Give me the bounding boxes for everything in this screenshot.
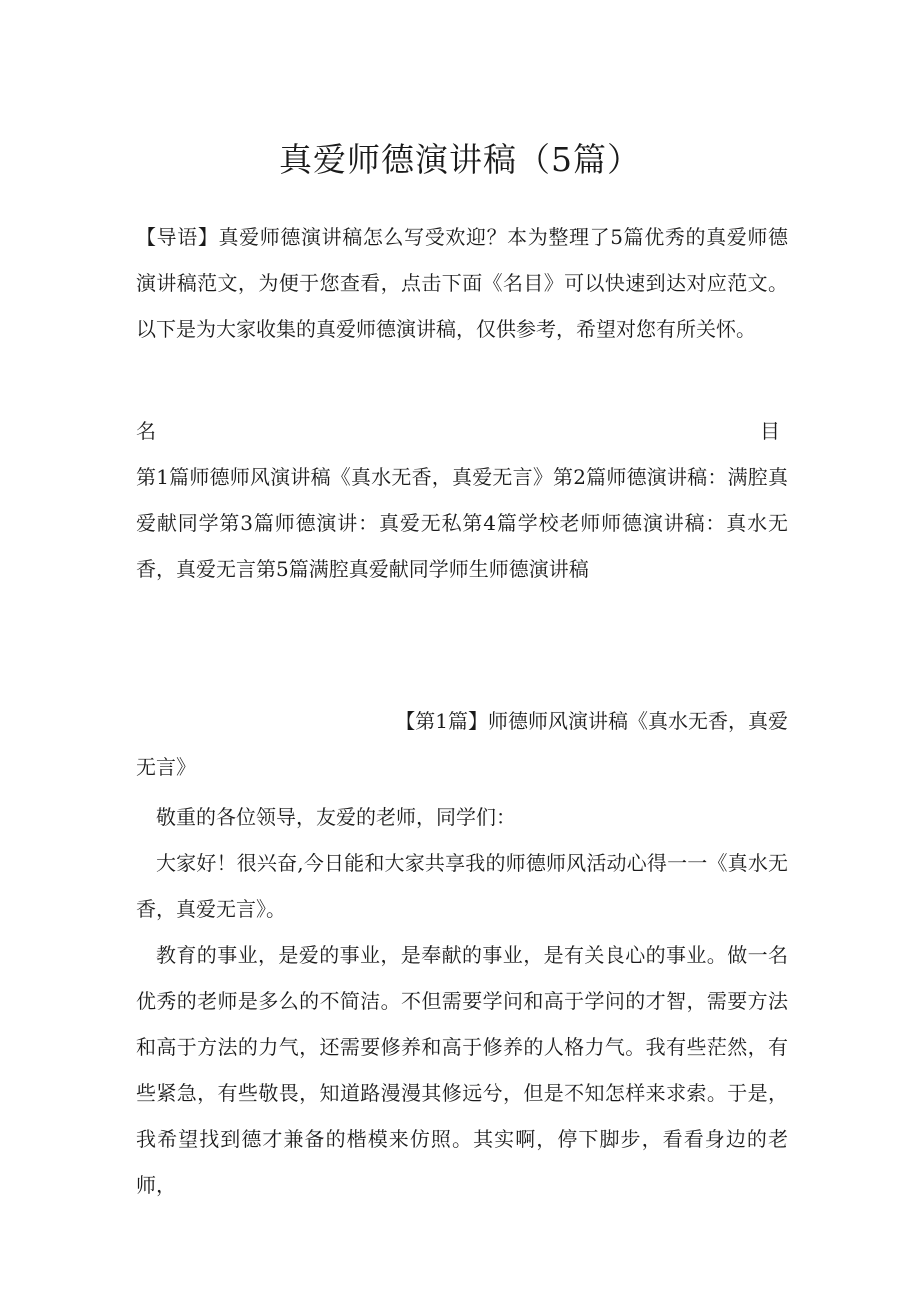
section-title xyxy=(136,698,788,790)
section-title-line1: 【第1篇】师德师风演讲稿《真水无香，真爱 xyxy=(395,709,788,733)
table-of-contents[interactable]: 第1篇师德师风演讲稿《真水无香，真爱无言》第2篇师德演讲稿：满腔真爱献同学第3篇师德演讲：真爱无私第4篇学校老师师德演讲稿：真水无香，真爱无言第5篇满腔真爱献同学师生师德演讲稿 xyxy=(136,465,788,581)
intro-paragraph: 【导语】真爱师德演讲稿怎么写受欢迎？本为整理了5篇优秀的真爱师德演讲稿范文，为便于您查看，点击下面《名目》可以快速到达对应范文。以下是为大家收集的真爱师德演讲稿，仅供参考，希望对您有所关怀。 xyxy=(136,225,788,341)
document-title: 真爱师德演讲稿（5篇） xyxy=(279,140,641,179)
section-body xyxy=(136,794,788,1208)
toc-heading xyxy=(136,408,780,454)
section-title-line2: 无言》 xyxy=(136,755,196,779)
body-paragraph: 大家好！很兴奋,今日能和大家共享我的师德师风活动心得一一《真水无香，真爱无言》。 xyxy=(136,851,788,921)
toc-heading-right: 目 xyxy=(760,419,780,443)
body-paragraph: 教育的事业，是爱的事业，是奉献的事业，是有关良心的事业。做一名优秀的老师是多么的不简洁。不但需要学问和高于学问的才智，需要方法和高于方法的力气，还需要修养和高于修养的人格力气。我有些茫然，有些紧急，有些敬畏，知道路漫漫其修远兮，但是不知怎样来求索。于是，我希望找到德才兼备的楷模来仿照。其实啊，停下脚步，看看身边的老师， xyxy=(136,943,788,1197)
toc-heading-left: 名 xyxy=(136,419,156,443)
body-paragraph: 敬重的各位领导，友爱的老师，同学们： xyxy=(156,805,516,829)
